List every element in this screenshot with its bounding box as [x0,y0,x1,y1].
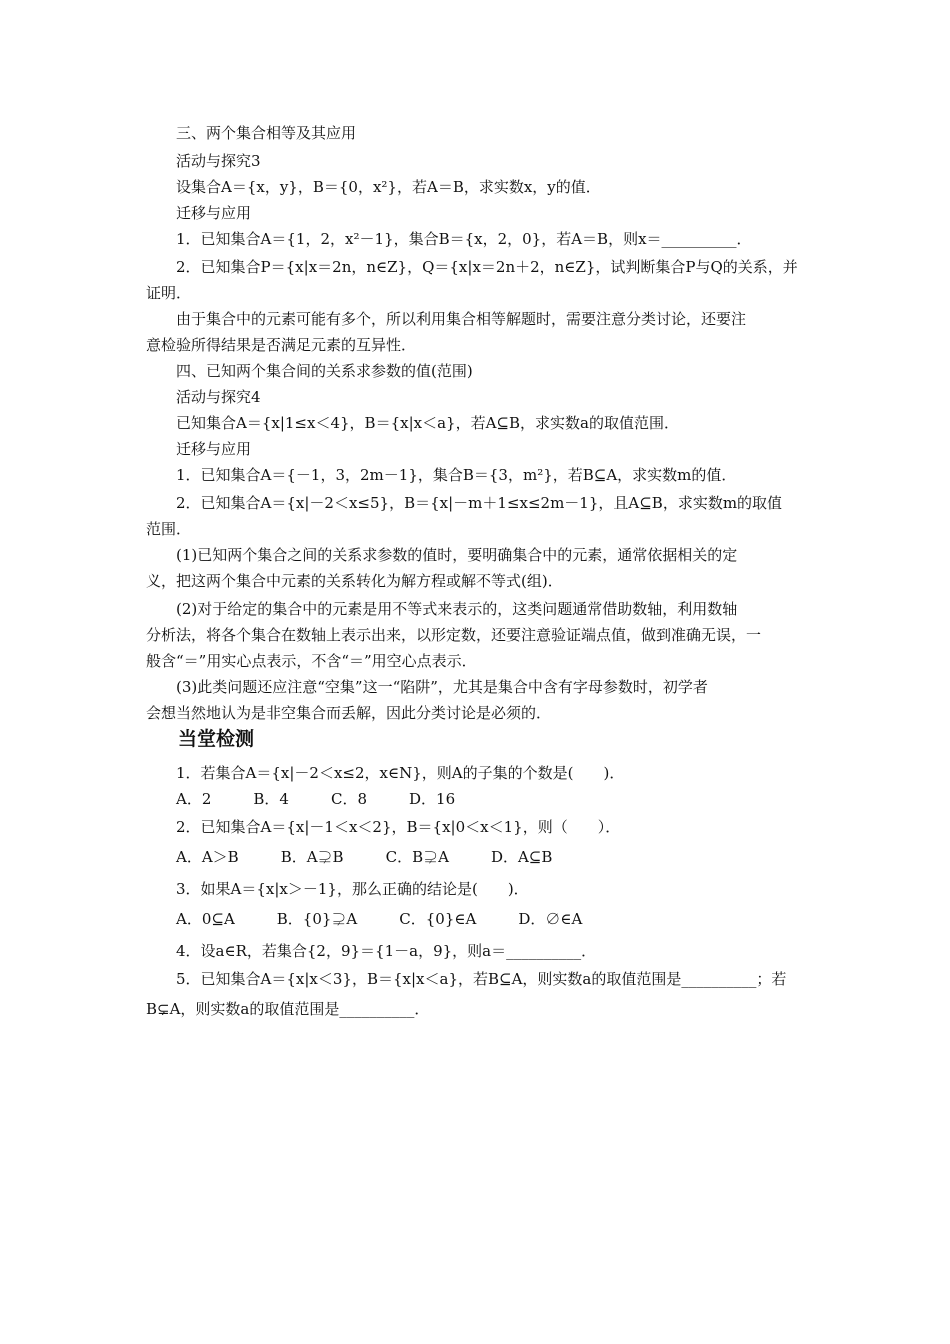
activity-4-problem: 已知集合A＝{x|1≤x＜4}，B＝{x|x＜a}，若A⊆B，求实数a的取值范围． [176,414,679,432]
check-heading: 当堂检测 [178,728,255,750]
section-4-title: 四、已知两个集合间的关系求参数的值(范围) [176,362,473,380]
sec3-q2-line1: 2．已知集合P＝{x|x＝2n，n∈Z}，Q＝{x|x＝2n＋2，n∈Z}，试判断集合P与Q的关系，并 [176,258,798,276]
sec4-note1-line1: (1)已知两个集合之间的关系求参数的值时，要明确集合中的元素，通常依据相关的定 [176,546,738,564]
sec4-q1: 1．已知集合A＝{－1，3，2m－1}，集合B＝{3，m²}，若B⊆A，求实数m的值． [176,466,737,484]
sec4-note2-line1: (2)对于给定的集合中的元素是用不等式来表示的，这类问题通常借助数轴，利用数轴 [176,600,738,618]
check-q2: 2．已知集合A＝{x|－1＜x＜2}，B＝{x|0＜x＜1}，则（ ）． [176,818,621,836]
check-q2-options [176,846,594,868]
sec4-note3-line1: (3)此类问题还应注意“空集”这一“陷阱”，尤其是集合中含有字母参数时，初学者 [176,678,708,696]
sec3-q1: 1．已知集合A＝{1，2，x²－1}，集合B＝{x，2，0}，若A＝B，则x＝__________． [176,230,752,248]
option-b: B．4 [253,790,289,808]
check-q4: 4．设a∈R，若集合{2，9}＝{1－a，9}，则a＝__________． [176,942,597,960]
sec3-note-line2: 意检验所得结果是否满足元素的互异性． [146,336,417,354]
option-c: C．B⊋A [385,848,449,866]
sec4-note2-line2: 分析法，将各个集合在数轴上表示出来，以形定数，还要注意验证端点值，做到准确无误，一 [146,626,762,644]
transfer-label-3: 迁移与应用 [176,204,252,222]
sec4-q2-line2: 范围． [146,520,192,538]
activity-3-label: 活动与探究3 [176,152,261,170]
section-3-title: 三、两个集合相等及其应用 [176,124,357,142]
activity-4-label: 活动与探究4 [176,388,261,406]
option-d: D．A⊆B [490,848,553,866]
check-q1-options [176,788,497,810]
sec4-note1-line2: 义，把这两个集合中元素的关系转化为解方程或解不等式(组)． [146,572,563,590]
option-b: B．{0}⊋A [276,910,358,928]
option-c: C．8 [330,790,367,808]
check-q5-line2: B⊊A，则实数a的取值范围是__________． [146,1000,430,1018]
sec3-note-line1: 由于集合中的元素可能有多个，所以利用集合相等解题时，需要注意分类讨论，还要注 [176,310,747,328]
option-a: A．2 [176,790,212,808]
option-c: C．{0}∈A [399,910,477,928]
check-q3: 3．如果A＝{x|x＞－1}，那么正确的结论是( )． [176,880,529,898]
option-a: A．0⊆A [176,910,235,928]
check-q5-line1: 5．已知集合A＝{x|x＜3}，B＝{x|x＜a}，若B⊆A，则实数a的取值范围是__________；若 [176,970,787,988]
transfer-label-4: 迁移与应用 [176,440,252,458]
sec4-note3-line2: 会想当然地认为是非空集合而丢解，因此分类讨论是必须的． [146,704,552,722]
option-a: A．A＞B [176,848,239,866]
check-q3-options [176,908,624,930]
option-d: D．∅∈A [518,910,583,928]
check-q1: 1．若集合A＝{x|－2＜x≤2，x∈N}，则A的子集的个数是( )． [176,764,625,782]
activity-3-problem: 设集合A＝{x，y}，B＝{0，x²}，若A＝B，求实数x，y的值． [176,178,601,196]
option-d: D．16 [409,790,456,808]
sec4-q2-line1: 2．已知集合A＝{x|－2＜x≤5}，B＝{x|－m＋1≤x≤2m－1}，且A⊆B，求实数m的取值 [176,494,783,512]
sec4-note2-line3: 般含“＝”用实心点表示，不含“＝”用空心点表示． [146,652,477,670]
option-b: B．A⊋B [280,848,344,866]
sec3-q2-line2: 证明． [146,284,192,302]
